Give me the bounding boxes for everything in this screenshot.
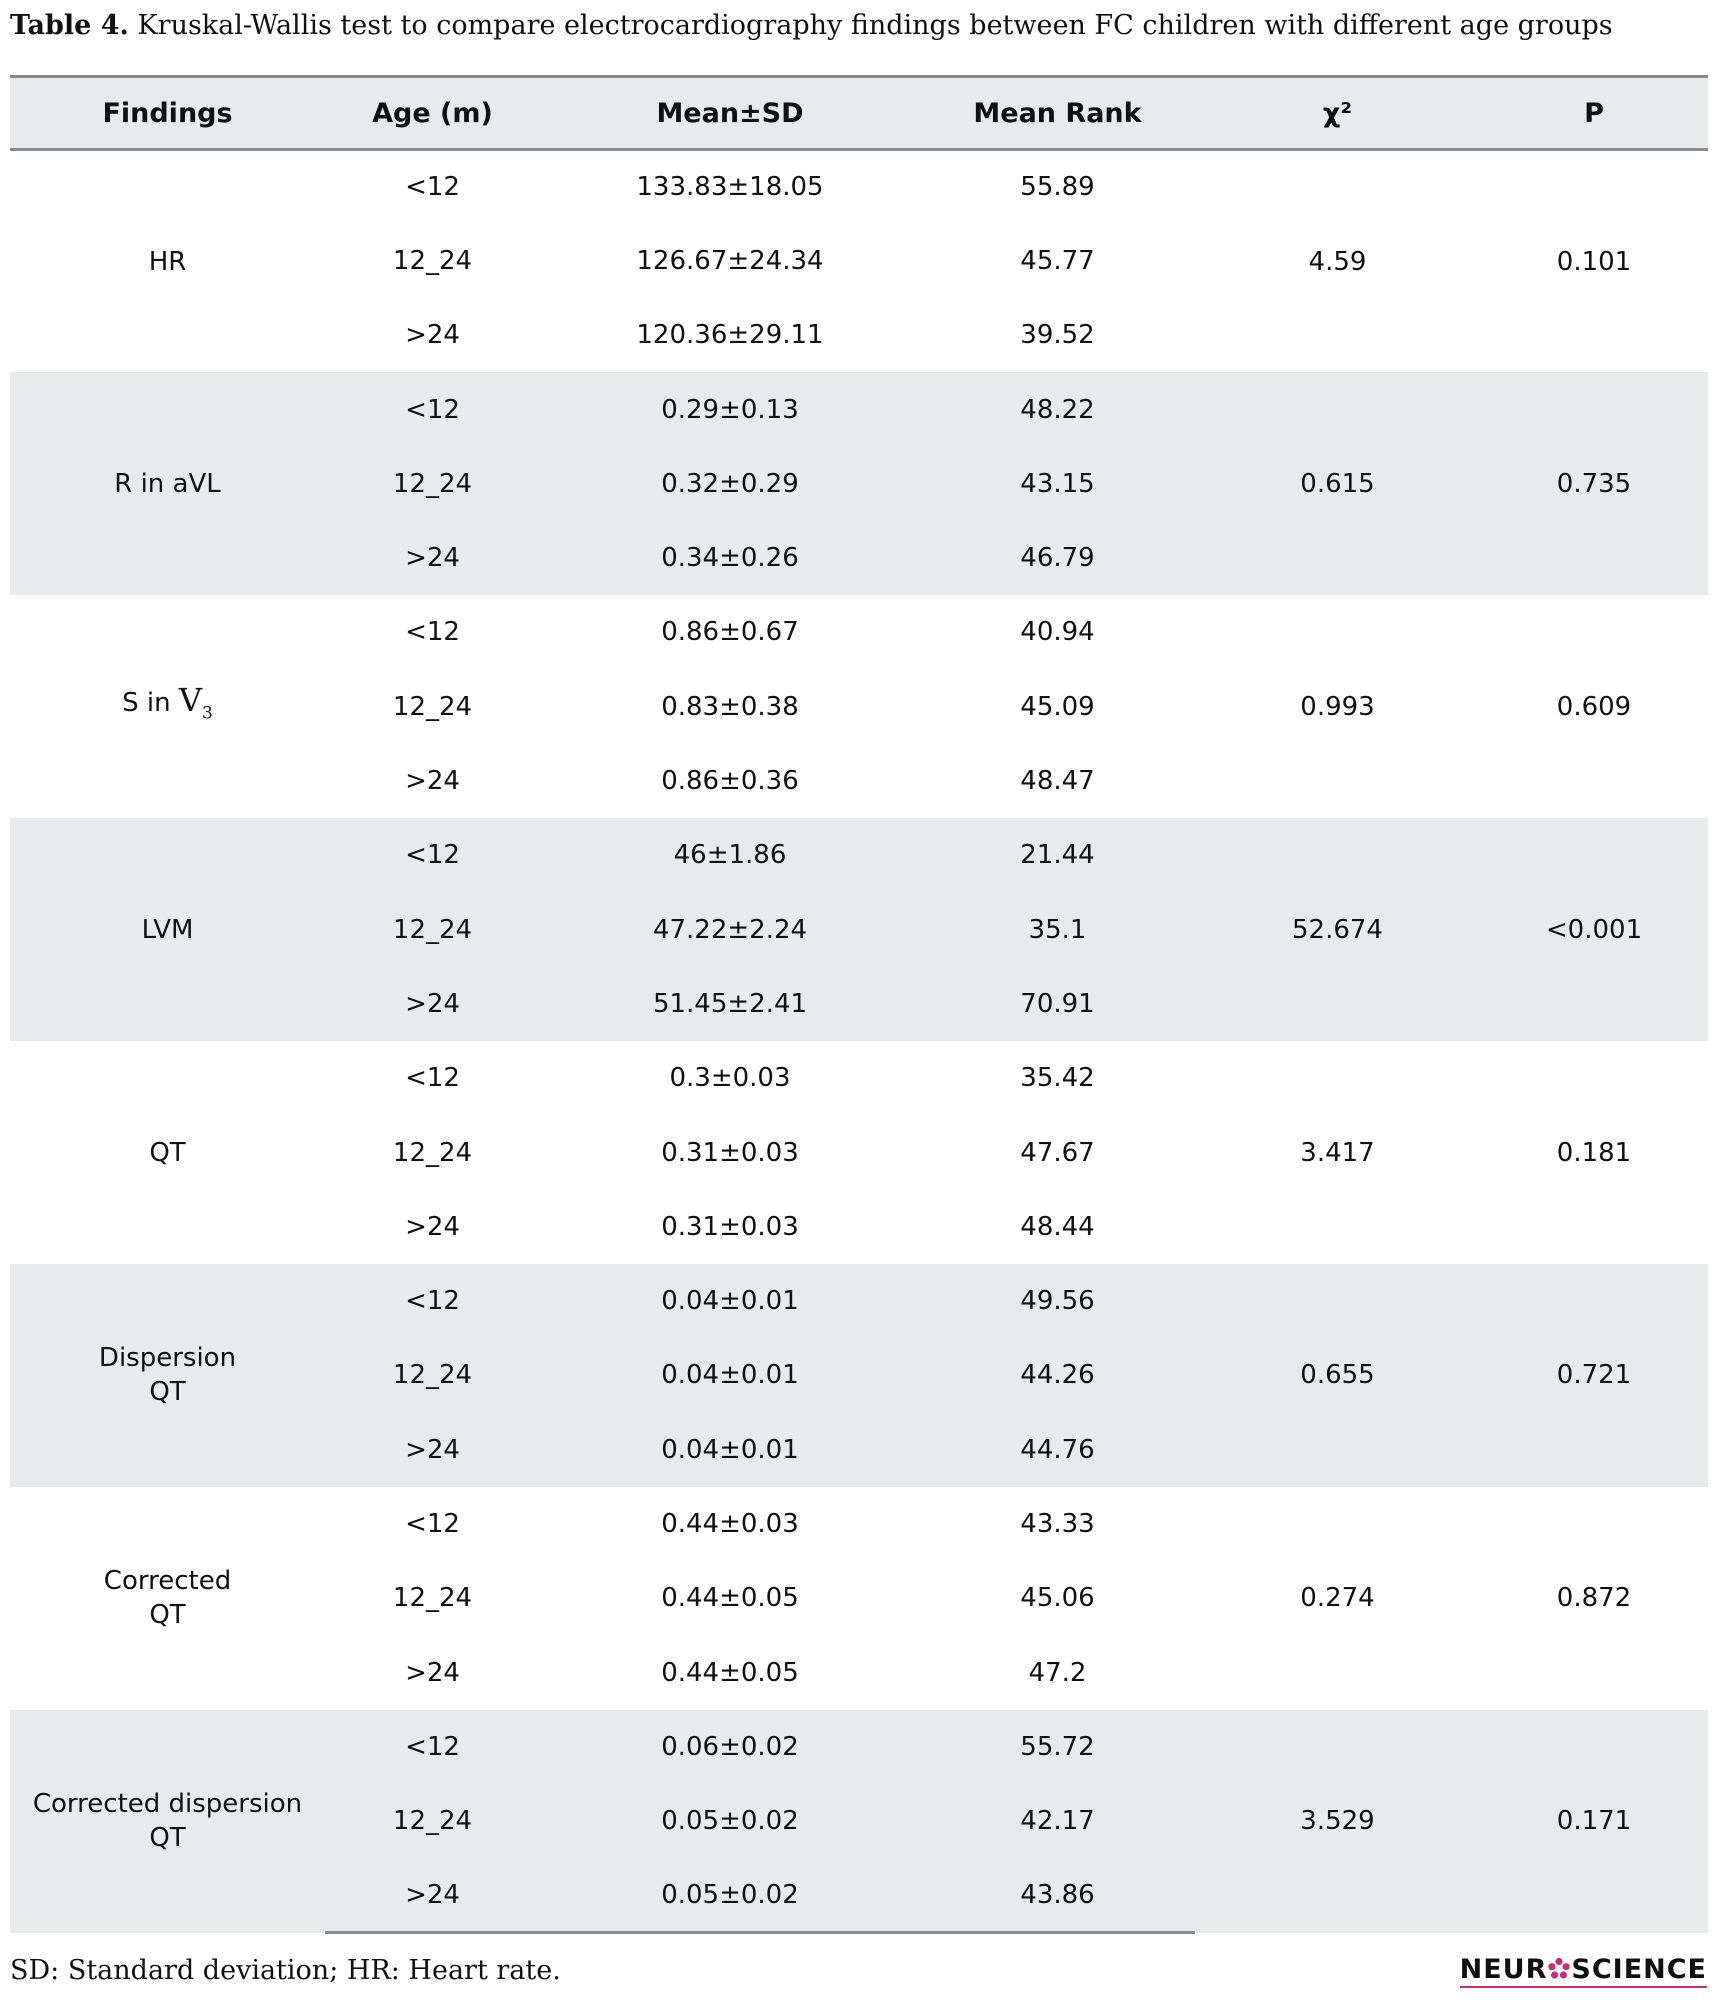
mean-sd-cell: 0.3±0.03: [669, 1063, 791, 1094]
age-cell: <12: [405, 617, 460, 648]
table-row: [10, 818, 1708, 892]
caption-text: Kruskal-Wallis test to compare electrocardiography findings between FC children with different age groups: [128, 10, 1613, 41]
finding-label: QT: [149, 1600, 186, 1631]
finding-cell: [10, 1264, 325, 1487]
age-cell: 12_24: [325, 447, 540, 521]
mean-sd-cell: 0.06±0.02: [540, 1710, 920, 1784]
mean-rank-cell: 47.2: [1028, 1657, 1087, 1688]
mean-sd-cell: 0.31±0.03: [661, 1137, 799, 1168]
mean-sd-cell: 46±1.86: [540, 818, 920, 892]
age-cell: >24: [325, 967, 540, 1041]
mean-rank-cell: 21.44: [920, 818, 1195, 892]
col-header-chi-square: χ²: [1195, 77, 1480, 150]
p-value-cell: <0.001: [1480, 818, 1708, 1041]
mean-sd-cell: 0.04±0.01: [540, 1264, 920, 1338]
chi-square-cell: 4.59: [1308, 246, 1367, 277]
finding-label: QT: [149, 1137, 186, 1168]
col-header-findings: Findings: [10, 77, 325, 150]
mean-sd-cell: 0.34±0.26: [540, 521, 920, 595]
mean-rank-cell: 49.56: [920, 1264, 1195, 1338]
finding-label: QT: [149, 1377, 186, 1408]
mean-rank-cell: 43.86: [920, 1858, 1195, 1932]
mean-rank-cell: 70.91: [920, 967, 1195, 1041]
logo-text-end: SCIENCE: [1571, 1954, 1707, 1985]
mean-rank-cell: 42.17: [920, 1784, 1195, 1858]
age-cell: 12_24: [392, 1583, 473, 1614]
mean-rank-cell: 48.47: [1020, 766, 1095, 797]
mean-rank-cell: 55.89: [1020, 172, 1095, 203]
table-row: [10, 1264, 1708, 1338]
age-cell: >24: [405, 1211, 460, 1242]
age-cell: >24: [325, 1858, 540, 1932]
mean-rank-cell: 44.26: [920, 1338, 1195, 1412]
table-row: [10, 595, 1708, 669]
finding-cell: [10, 1710, 325, 1933]
table-row: [10, 1041, 1708, 1115]
mean-rank-cell: 43.33: [1020, 1508, 1095, 1539]
flower-icon: [1547, 1957, 1571, 1981]
table-footnote: SD: Standard deviation; HR: Heart rate.: [10, 1955, 561, 1986]
lead-letter: V: [178, 681, 203, 720]
age-cell: <12: [405, 172, 460, 203]
mean-sd-cell: 0.32±0.29: [540, 447, 920, 521]
finding-cell: [10, 150, 325, 373]
mean-sd-cell: 0.86±0.67: [661, 617, 799, 648]
chi-square-cell: 0.274: [1300, 1583, 1375, 1614]
finding-label: S in: [122, 688, 179, 719]
mean-sd-cell: 120.36±29.11: [636, 320, 824, 351]
mean-sd-cell: 133.83±18.05: [636, 172, 824, 203]
mean-sd-cell: 126.67±24.34: [636, 245, 824, 276]
p-value-cell: 0.721: [1480, 1264, 1708, 1487]
chi-square-cell: 3.529: [1195, 1710, 1480, 1933]
results-table: [10, 75, 1708, 1934]
mean-sd-cell: 47.22±2.24: [540, 892, 920, 966]
chi-square-cell: 3.417: [1300, 1137, 1375, 1168]
finding-cell: [10, 1041, 325, 1264]
caption-label: Table 4.: [10, 10, 129, 41]
finding-label: HR: [148, 246, 187, 277]
p-value-cell: 0.101: [1556, 246, 1632, 277]
mean-sd-cell: 0.05±0.02: [540, 1784, 920, 1858]
age-cell: <12: [325, 1264, 540, 1338]
logo-text-start: NEUR: [1459, 1954, 1548, 1985]
finding-label: Corrected dispersion: [32, 1789, 303, 1820]
table-row: [10, 1487, 1708, 1561]
table-row: [10, 372, 1708, 446]
table-row: [10, 1710, 1708, 1784]
mean-rank-cell: 46.79: [920, 521, 1195, 595]
finding-label: LVM: [141, 914, 194, 945]
finding-label: Dispersion: [98, 1343, 237, 1374]
p-value-cell: 0.609: [1556, 691, 1632, 722]
mean-sd-cell: 0.04±0.01: [540, 1338, 920, 1412]
chi-square-cell: 0.993: [1300, 691, 1375, 722]
finding-cell: [10, 818, 325, 1041]
age-cell: <12: [405, 1063, 460, 1094]
mean-rank-cell: 45.09: [1020, 691, 1095, 722]
mean-rank-cell: 48.22: [920, 372, 1195, 446]
age-cell: <12: [325, 372, 540, 446]
mean-sd-cell: 0.83±0.38: [661, 691, 799, 722]
mean-rank-cell: 40.94: [1020, 617, 1095, 648]
table-caption: [10, 8, 1710, 44]
age-cell: >24: [405, 1657, 460, 1688]
p-value-cell: 0.181: [1556, 1137, 1632, 1168]
age-cell: 12_24: [325, 1338, 540, 1412]
finding-cell: [10, 595, 325, 818]
age-cell: 12_24: [392, 245, 473, 276]
mean-rank-cell: 39.52: [1020, 320, 1095, 351]
col-header-p-value: P: [1480, 77, 1708, 150]
mean-rank-cell: 45.77: [1020, 245, 1095, 276]
mean-sd-cell: 0.44±0.03: [661, 1508, 799, 1539]
finding-cell: [10, 1487, 325, 1710]
finding-lead-symbol: [178, 681, 213, 724]
finding-label: R in aVL: [114, 468, 221, 499]
age-cell: 12_24: [392, 1137, 473, 1168]
age-cell: <12: [325, 1710, 540, 1784]
mean-sd-cell: 0.44±0.05: [661, 1657, 799, 1688]
mean-rank-cell: 43.15: [920, 447, 1195, 521]
age-cell: 12_24: [392, 691, 473, 722]
age-cell: 12_24: [325, 892, 540, 966]
age-cell: 12_24: [325, 1784, 540, 1858]
mean-rank-cell: 48.44: [1020, 1211, 1095, 1242]
col-header-age: Age (m): [325, 77, 540, 150]
chi-square-cell: 0.615: [1195, 372, 1480, 595]
finding-label: Corrected: [103, 1566, 232, 1597]
header-row: [10, 77, 1708, 150]
age-cell: <12: [405, 1508, 460, 1539]
mean-rank-cell: 45.06: [1020, 1583, 1095, 1614]
mean-rank-cell: 44.76: [920, 1413, 1195, 1487]
age-cell: >24: [405, 766, 460, 797]
mean-sd-cell: 0.44±0.05: [661, 1583, 799, 1614]
table-row: [10, 150, 1708, 224]
chi-square-cell: 52.674: [1195, 818, 1480, 1041]
mean-sd-cell: 0.05±0.02: [540, 1858, 920, 1932]
age-cell: <12: [325, 818, 540, 892]
p-value-cell: 0.735: [1480, 372, 1708, 595]
age-cell: >24: [405, 320, 460, 351]
lead-number: 3: [202, 703, 213, 724]
finding-label: QT: [149, 1823, 186, 1854]
p-value-cell: 0.171: [1480, 1710, 1708, 1933]
mean-rank-cell: 55.72: [920, 1710, 1195, 1784]
age-cell: >24: [325, 521, 540, 595]
mean-sd-cell: 0.29±0.13: [540, 372, 920, 446]
mean-sd-cell: 51.45±2.41: [540, 967, 920, 1041]
mean-rank-cell: 47.67: [1020, 1137, 1095, 1168]
chi-square-cell: 0.655: [1195, 1264, 1480, 1487]
mean-sd-cell: 0.31±0.03: [661, 1211, 799, 1242]
p-value-cell: 0.872: [1556, 1583, 1632, 1614]
col-header-mean-rank: Mean Rank: [920, 77, 1195, 150]
mean-sd-cell: 0.86±0.36: [661, 766, 799, 797]
finding-cell: [10, 372, 325, 595]
table-body: [10, 150, 1708, 1933]
col-header-mean-sd: Mean±SD: [540, 77, 920, 150]
mean-rank-cell: 35.1: [920, 892, 1195, 966]
age-cell: >24: [325, 1413, 540, 1487]
journal-logo: [1460, 1955, 1707, 1988]
mean-rank-cell: 35.42: [1020, 1063, 1095, 1094]
mean-sd-cell: 0.04±0.01: [540, 1413, 920, 1487]
